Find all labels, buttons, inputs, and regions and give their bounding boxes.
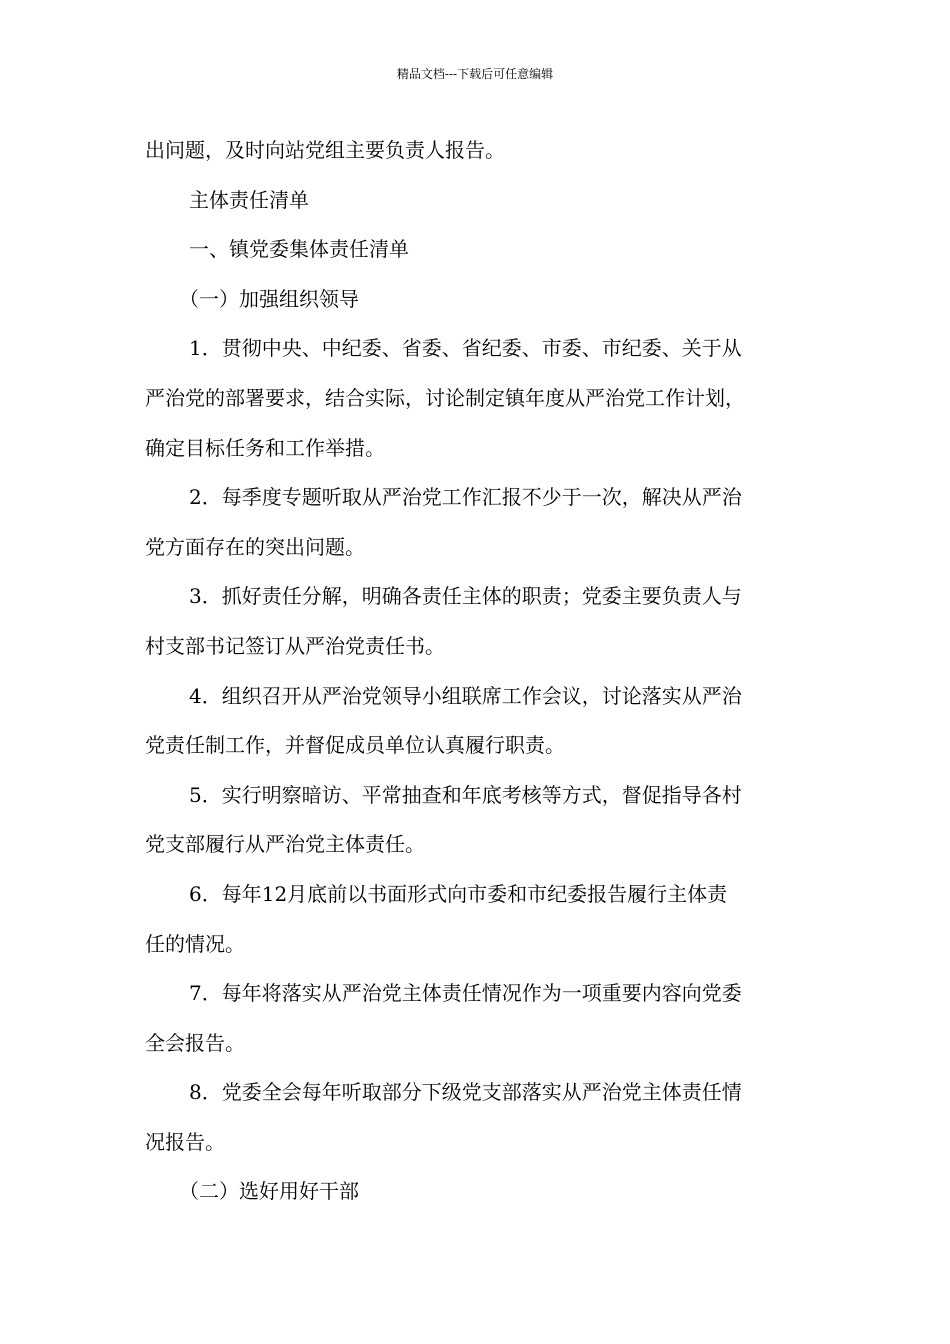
list-item-5 <box>145 771 815 870</box>
text-line: 党方面存在的突出问题。 <box>145 534 365 559</box>
list-item-4 <box>145 672 815 771</box>
list-item-2 <box>145 473 815 572</box>
page-header: 精品文档---下载后可任意编辑 <box>396 67 554 81</box>
heading-level-2 <box>145 1167 815 1217</box>
text-line: 况报告。 <box>145 1129 225 1154</box>
text-line: 确定目标任务和工作举措。 <box>145 435 385 460</box>
text-line: 6．每年12月底前以书面形式向市委和市纪委报告履行主体责 <box>189 881 728 906</box>
text-line: 全会报告。 <box>145 1030 245 1055</box>
text-line: 1．贯彻中央、中纪委、省委、省纪委、市委、市纪委、关于从 <box>189 336 742 361</box>
list-item-1 <box>145 324 815 473</box>
text-line: 3．抓好责任分解，明确各责任主体的职责；党委主要负责人与 <box>189 584 742 609</box>
list-item-8 <box>145 1068 815 1167</box>
text-line: 5．实行明察暗访、平常抽查和年底考核等方式，督促指导各村 <box>189 782 742 807</box>
document-body <box>145 126 815 1217</box>
text-line: 2．每季度专题听取从严治党工作汇报不少于一次，解决从严治 <box>189 485 742 510</box>
text-line: 7．每年将落实从严治党主体责任情况作为一项重要内容向党委 <box>189 981 742 1006</box>
list-item-3 <box>145 572 815 671</box>
text-line: 党支部履行从严治党主体责任。 <box>145 832 425 857</box>
text-line: 主体责任清单 <box>189 187 309 212</box>
text-line: （二）选好用好干部 <box>179 1179 359 1204</box>
section-title <box>145 176 815 226</box>
text-line: 4．组织召开从严治党领导小组联席工作会议，讨论落实从严治 <box>189 683 742 708</box>
text-line: 严治党的部署要求，结合实际，讨论制定镇年度从严治党工作计划， <box>145 385 745 410</box>
list-item-6 <box>145 870 815 969</box>
heading-level-2 <box>145 275 815 325</box>
text-line: 村支部书记签订从严治党责任书。 <box>145 633 445 658</box>
paragraph-continuation <box>145 126 815 176</box>
list-item-7 <box>145 969 815 1068</box>
text-line: 党责任制工作，并督促成员单位认真履行职责。 <box>145 733 565 758</box>
text-line: 一、镇党委集体责任清单 <box>189 237 409 262</box>
text-line: 8．党委全会每年听取部分下级党支部落实从严治党主体责任情 <box>189 1080 742 1105</box>
text-line: 任的情况。 <box>145 931 245 956</box>
text-line: 出问题，及时向站党组主要负责人报告。 <box>145 138 505 162</box>
text-line: （一）加强组织领导 <box>179 286 359 311</box>
heading-level-1 <box>145 225 815 275</box>
